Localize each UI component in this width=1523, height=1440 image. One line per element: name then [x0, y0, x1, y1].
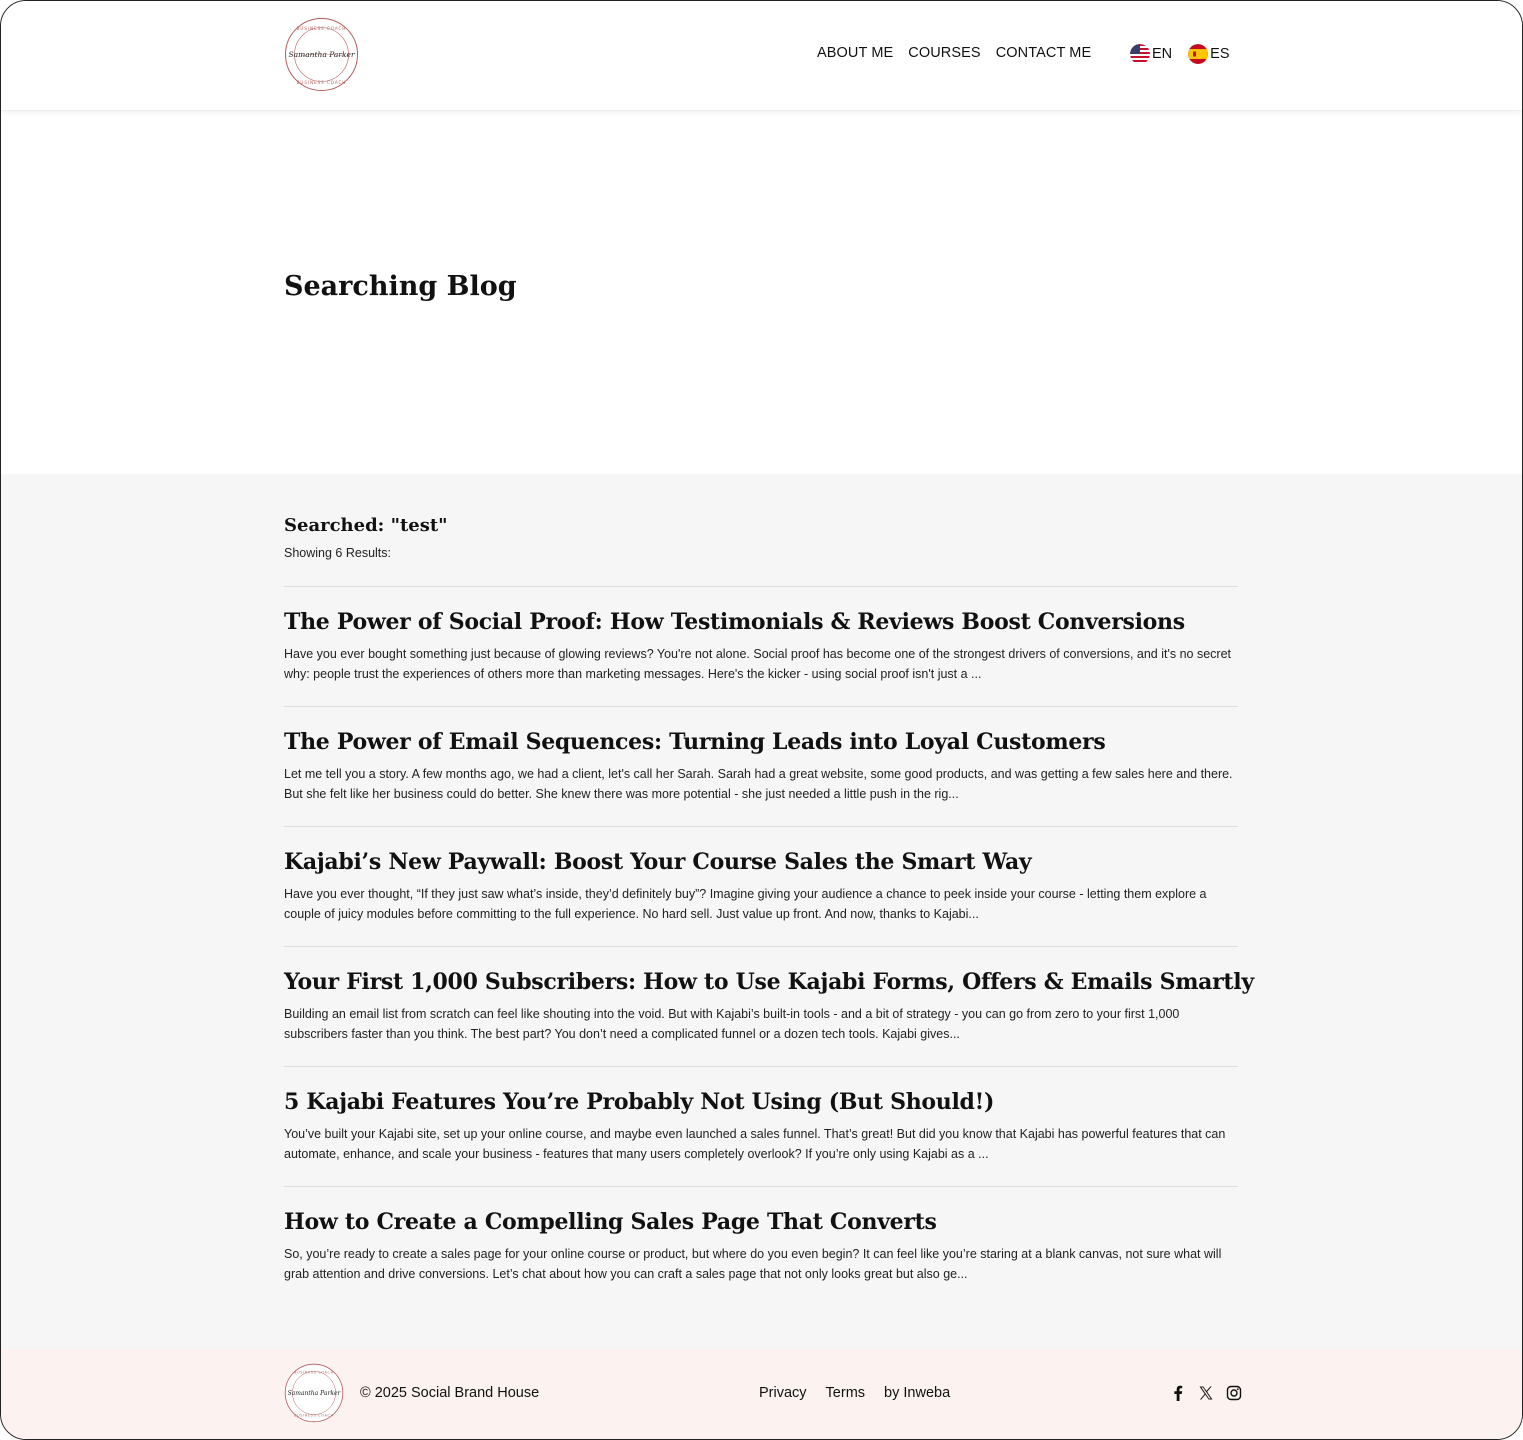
result-excerpt: So, you’re ready to create a sales page for your online course or product, but where do you even begin? It can feel like you’re staring at a blank canvas, not sure what will grab attention and drive conversions. Let’s chat about how you can craft a sales page that not only looks great but also ge...: [284, 1247, 1222, 1281]
result-excerpt: You’ve built your Kajabi site, set up your online course, and maybe even launched a sales funnel. That’s great! But did you know that Kajabi has powerful features that can automate, enhance, and scale your business - features that many users completely overlook? If you’re only using Kajabi as a ...: [284, 1127, 1226, 1161]
lang-en[interactable]: [1130, 44, 1172, 64]
footer-logo[interactable]: [284, 1363, 344, 1423]
lang-es-label: ES: [1210, 46, 1230, 62]
result-excerpt: Building an email list from scratch can feel like shouting into the void. But with Kajabi’s built-in tools - and a bit of strategy - you can go from zero to your first 1,000 subscribers faster than you think. The best part? You don’t need a complicated funnel or a dozen tech tools. Kajabi gives...: [284, 1007, 1180, 1041]
result-item[interactable]: [284, 586, 1238, 706]
result-excerpt: Let me tell you a story. A few months ago, we had a client, let's call her Sarah. Sarah had a great website, some good products, and was getting a few sales here and there. But she felt like her business could do better. She knew there was more potential - she just needed a little push in the rig...: [284, 767, 1233, 801]
result-title[interactable]: The Power of Email Sequences: Turning Leads into Loyal Customers: [284, 729, 1106, 755]
result-title[interactable]: 5 Kajabi Features You’re Probably Not Using (But Should!): [284, 1089, 995, 1115]
result-item[interactable]: [284, 1186, 1238, 1306]
nav-courses[interactable]: COURSES: [908, 45, 981, 61]
nav-about-me[interactable]: ABOUT ME: [817, 45, 894, 61]
result-item[interactable]: [284, 706, 1238, 826]
result-title[interactable]: The Power of Social Proof: How Testimonials & Reviews Boost Conversions: [284, 609, 1185, 635]
social-links: [1170, 1385, 1242, 1401]
footer-links: [759, 1385, 950, 1401]
result-item[interactable]: [284, 946, 1254, 1066]
brand-logo[interactable]: [284, 17, 359, 92]
site-header: [1, 1, 1522, 111]
facebook-icon[interactable]: [1170, 1385, 1186, 1401]
result-item[interactable]: [284, 1066, 1238, 1186]
logo-tagline-bottom: BUSINESS COACH: [296, 80, 347, 85]
page-title: Searching Blog: [284, 271, 517, 302]
lang-es[interactable]: [1188, 44, 1229, 64]
search-results-section: [1, 474, 1522, 1349]
us-flag-icon: [1130, 44, 1150, 64]
copyright-text: © 2025 Social Brand House: [360, 1385, 540, 1401]
language-switcher: [1130, 44, 1230, 64]
results-count: Showing 6 Results:: [284, 546, 392, 560]
footer-logo-tagline-bottom: BUSINESS COACH: [294, 1413, 334, 1418]
es-flag-icon: [1188, 44, 1208, 64]
logo-tagline-top: BUSINESS COACH: [296, 26, 347, 31]
result-title[interactable]: How to Create a Compelling Sales Page That Converts: [284, 1209, 937, 1235]
result-item[interactable]: [284, 826, 1238, 946]
footer-logo-name: Samantha Parker: [287, 1390, 341, 1397]
footer-link-terms[interactable]: Terms: [825, 1385, 866, 1401]
result-excerpt: Have you ever thought, “If they just saw what’s inside, they’d definitely buy”? Imagine giving your audience a chance to peek inside your course - letting them explore a couple of juicy modules before committing to the full experience. No hard sell. Just value up front. And now, thanks to Kajabi...: [284, 887, 1207, 921]
footer-logo-tagline-top: BUSINESS COACH: [294, 1370, 334, 1375]
footer-link-inweba[interactable]: by Inweba: [884, 1385, 951, 1401]
main-nav: [817, 45, 1091, 61]
site-footer: [1, 1349, 1522, 1440]
search-heading: Searched: "test": [284, 515, 448, 536]
result-excerpt: Have you ever bought something just because of glowing reviews? You're not alone. Social proof has become one of the strongest drivers of conversions, and it's no secret why: people trust the experiences of others more than marketing messages. Here's the kicker - using social proof isn't just a ...: [284, 647, 1231, 681]
footer-link-privacy[interactable]: Privacy: [759, 1385, 807, 1401]
lang-en-label: EN: [1152, 46, 1173, 62]
instagram-icon[interactable]: [1226, 1385, 1242, 1401]
result-title[interactable]: Your First 1,000 Subscribers: How to Use Kajabi Forms, Offers & Emails Smartly: [284, 969, 1254, 995]
x-icon[interactable]: [1198, 1385, 1214, 1401]
nav-contact-me[interactable]: CONTACT ME: [995, 45, 1092, 61]
result-title[interactable]: Kajabi’s New Paywall: Boost Your Course Sales the Smart Way: [284, 849, 1032, 875]
logo-name: Samantha Parker: [288, 50, 355, 59]
